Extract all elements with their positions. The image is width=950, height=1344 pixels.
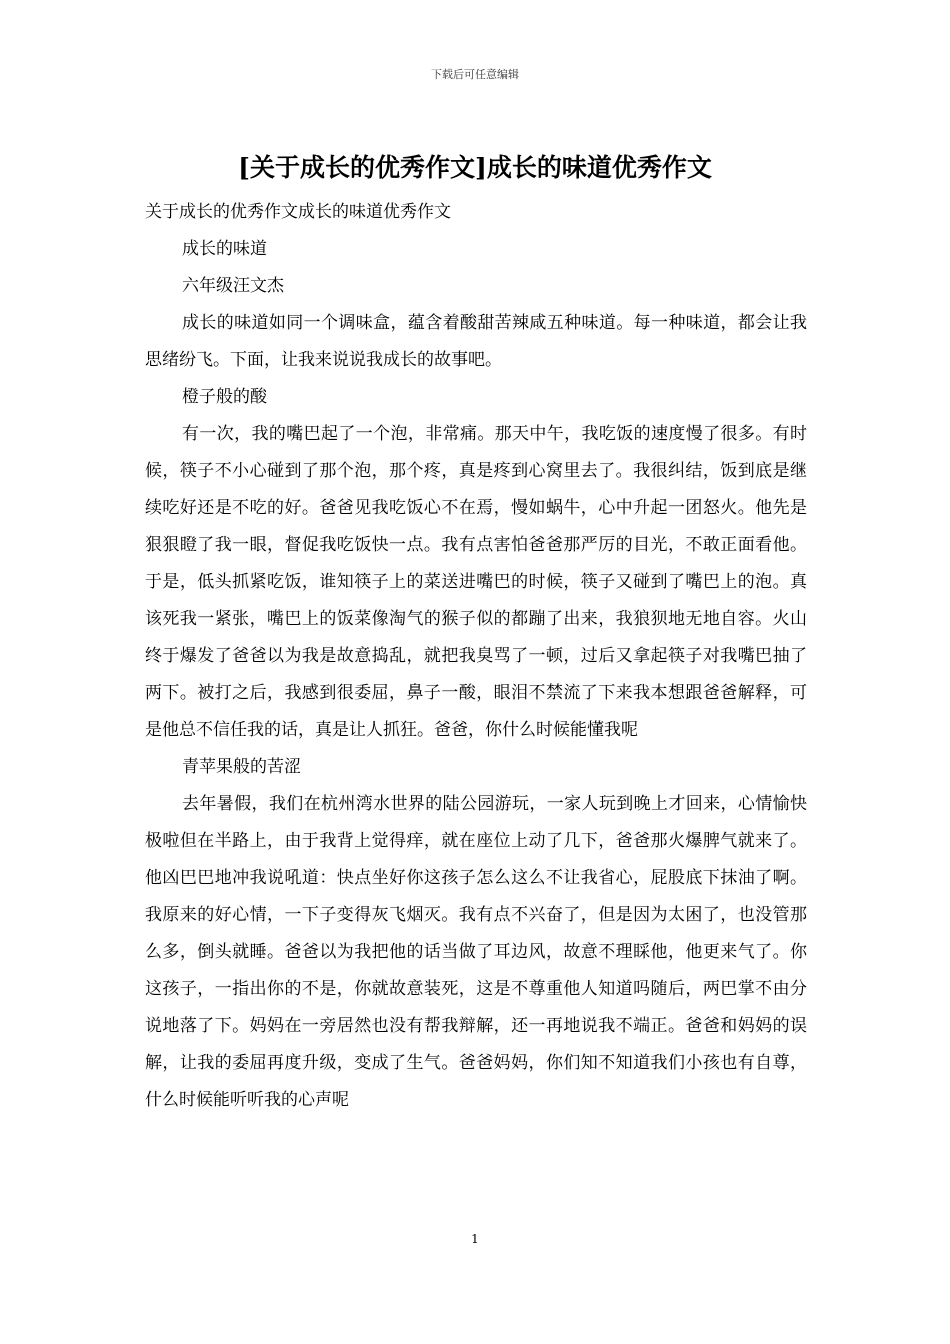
subtitle-line: 关于成长的优秀作文成长的味道优秀作文 <box>145 202 451 222</box>
essay-title: 成长的味道 <box>182 239 267 259</box>
document-body <box>145 194 807 1119</box>
paragraph-sour: 有一次，我的嘴巴起了一个泡，非常痛。那天中午，我吃饭的速度慢了很多。有时候，筷子不小心碰到了那个泡，那个疼，真是疼到心窝里去了。我很纠结，饭到底是继续吃好还是不吃的好。爸爸见我吃饭心不在焉，慢如蜗牛，心中升起一团怒火。他先是狠狠瞪了我一眼，督促我吃饭快一点。我有点害怕爸爸那严厉的目光，不敢正面看他。于是，低头抓紧吃饭，谁知筷子上的菜送进嘴巴的时候，筷子又碰到了嘴巴上的泡。真该死我一紧张，嘴巴上的饭菜像淘气的猴子似的都蹦了出来，我狼狈地无地自容。火山终于爆发了爸爸以为我是故意捣乱，就把我臭骂了一顿，过后又拿起筷子对我嘴巴抽了两下。被打之后，我感到很委屈，鼻子一酸，眼泪不禁流了下来我本想跟爸爸解释，可是他总不信任我的话，真是让人抓狂。爸爸，你什么时候能懂我呢 <box>145 424 807 740</box>
page-title: [关于成长的优秀作文]成长的味道优秀作文 <box>238 153 712 182</box>
section-heading-sour: 橙子般的酸 <box>182 387 267 407</box>
header-note: 下载后可任意编辑 <box>431 68 519 81</box>
page-number: 1 <box>471 1232 479 1246</box>
section-heading-bitter: 青苹果般的苦涩 <box>182 757 301 777</box>
paragraph-bitter: 去年暑假，我们在杭州湾水世界的陆公园游玩，一家人玩到晚上才回来，心情愉快极啦但在半路上，由于我背上觉得痒，就在座位上动了几下，爸爸那火爆脾气就来了。他凶巴巴地冲我说吼道：快点坐好你这孩子怎么这么不让我省心，屁股底下抹油了啊。我原来的好心情，一下子变得灰飞烟灭。我有点不兴奋了，但是因为太困了，也没管那么多，倒头就睡。爸爸以为我把他的话当做了耳边风，故意不理睬他，他更来气了。你这孩子，一指出你的不是，你就故意装死，这是不尊重他人知道吗随后，两巴掌不由分说地落了下。妈妈在一旁居然也没有帮我辩解，还一再地说我不端正。爸爸和妈妈的误解，让我的委屈再度升级，变成了生气。爸爸妈妈，你们知不知道我们小孩也有自尊，什么时候能听听我的心声呢 <box>145 794 807 1110</box>
author-line: 六年级汪文杰 <box>182 276 284 296</box>
paragraph-intro: 成长的味道如同一个调味盒，蕴含着酸甜苦辣咸五种味道。每一种味道，都会让我思绪纷飞。下面，让我来说说我成长的故事吧。 <box>145 313 807 370</box>
